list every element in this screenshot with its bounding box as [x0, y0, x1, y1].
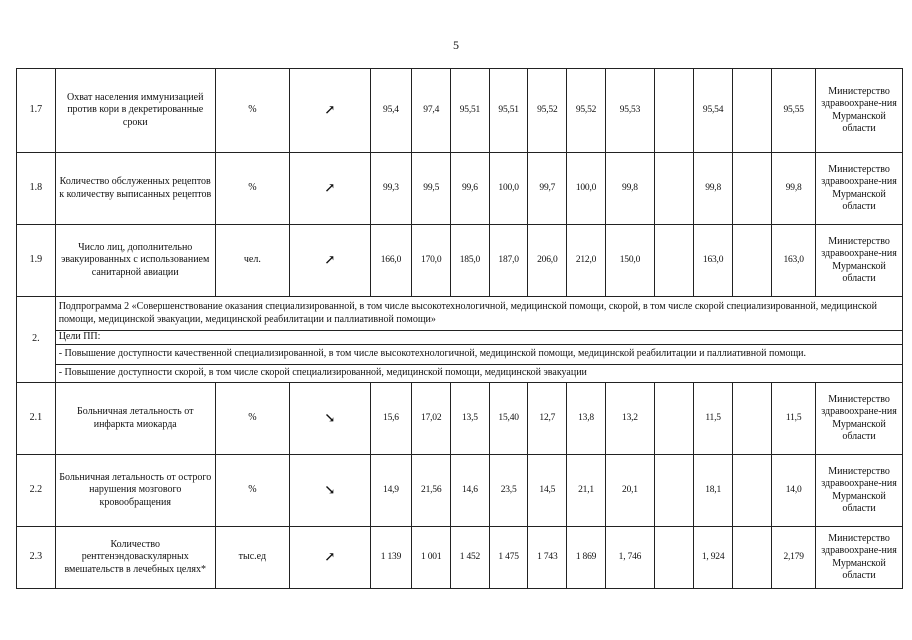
value-cell: 15,6 [370, 383, 412, 455]
value-cell: 99,8 [693, 153, 733, 225]
value-cell: 1 743 [528, 527, 567, 589]
value-cell: 21,56 [412, 455, 451, 527]
trend-down-icon: ↘ [290, 455, 371, 527]
trend-up-icon: ↗ [290, 225, 371, 297]
responsible-org: Министерство здравоохране-ния Мурманской области [816, 455, 903, 527]
section-row [17, 345, 903, 365]
value-cell: 14,0 [772, 455, 816, 527]
trend-down-icon: ↘ [290, 383, 371, 455]
value-cell: 1, 746 [605, 527, 654, 589]
value-cell: 17,02 [412, 383, 451, 455]
value-cell: 13,2 [605, 383, 654, 455]
value-cell [655, 383, 694, 455]
row-number: 1.8 [17, 153, 56, 225]
responsible-org: Министерство здравоохране-ния Мурманской области [816, 527, 903, 589]
value-cell: 166,0 [370, 225, 412, 297]
indicator-name: Больничная летальность от инфаркта миокарда [55, 383, 215, 455]
unit: чел. [215, 225, 289, 297]
value-cell: 163,0 [772, 225, 816, 297]
value-cell: 95,52 [528, 69, 567, 153]
value-cell: 13,5 [451, 383, 490, 455]
row-number: 2.3 [17, 527, 56, 589]
value-cell: 99,8 [772, 153, 816, 225]
value-cell: 14,9 [370, 455, 412, 527]
value-cell: 95,51 [489, 69, 528, 153]
value-cell: 100,0 [567, 153, 606, 225]
row-number: 2.1 [17, 383, 56, 455]
table-row [17, 153, 903, 225]
trend-up-icon: ↗ [290, 153, 371, 225]
indicator-name: Охват населения иммунизацией против кори в декретированные сроки [55, 69, 215, 153]
subprogram-title: Подпрограмма 2 «Совершенствование оказания специализированной, в том числе высокотехнологичной, медицинской помощи, скорой, в том числе скорой специализированной, медицинской помощи, медицинской эвакуации, медицинской реабилитации и паллиативной помощи» [55, 297, 902, 331]
value-cell [655, 69, 694, 153]
unit: % [215, 153, 289, 225]
row-number: 1.9 [17, 225, 56, 297]
table-row [17, 455, 903, 527]
section-row [17, 331, 903, 345]
table-row [17, 69, 903, 153]
value-cell: 12,7 [528, 383, 567, 455]
value-cell: 1, 924 [693, 527, 733, 589]
section-number: 2. [17, 297, 56, 383]
value-cell: 13,8 [567, 383, 606, 455]
value-cell: 99,7 [528, 153, 567, 225]
unit: % [215, 455, 289, 527]
value-cell [733, 455, 772, 527]
value-cell [733, 527, 772, 589]
indicators-table [16, 68, 903, 589]
value-cell: 14,6 [451, 455, 490, 527]
responsible-org: Министерство здравоохране-ния Мурманской области [816, 383, 903, 455]
value-cell: 1 001 [412, 527, 451, 589]
trend-up-icon: ↗ [290, 527, 371, 589]
value-cell: 185,0 [451, 225, 490, 297]
value-cell [733, 225, 772, 297]
value-cell: 206,0 [528, 225, 567, 297]
table-row [17, 225, 903, 297]
responsible-org: Министерство здравоохране-ния Мурманской области [816, 69, 903, 153]
goals-heading: Цели ПП: [55, 331, 902, 345]
goal-item: - Повышение доступности качественной специализированной, в том числе высокотехнологичной, медицинской помощи, медицинской реабилитации и паллиативной помощи. [55, 345, 902, 365]
value-cell: 95,53 [605, 69, 654, 153]
table-row [17, 383, 903, 455]
value-cell [655, 225, 694, 297]
value-cell: 97,4 [412, 69, 451, 153]
value-cell [655, 527, 694, 589]
value-cell: 11,5 [693, 383, 733, 455]
value-cell: 95,55 [772, 69, 816, 153]
value-cell: 1 475 [489, 527, 528, 589]
indicator-name: Больничная летальность от острого нарушения мозгового кровообращения [55, 455, 215, 527]
section-row [17, 297, 903, 331]
indicator-name: Количество обслуженных рецептов к количеству выписанных рецептов [55, 153, 215, 225]
responsible-org: Министерство здравоохране-ния Мурманской области [816, 153, 903, 225]
value-cell [733, 69, 772, 153]
responsible-org: Министерство здравоохране-ния Мурманской области [816, 225, 903, 297]
value-cell: 14,5 [528, 455, 567, 527]
unit: тыс.ед [215, 527, 289, 589]
value-cell: 99,5 [412, 153, 451, 225]
value-cell: 95,52 [567, 69, 606, 153]
indicator-name: Число лиц, дополнительно эвакуированных с использованием санитарной авиации [55, 225, 215, 297]
value-cell: 1 869 [567, 527, 606, 589]
value-cell: 163,0 [693, 225, 733, 297]
row-number: 2.2 [17, 455, 56, 527]
value-cell [655, 455, 694, 527]
value-cell: 100,0 [489, 153, 528, 225]
trend-up-icon: ↗ [290, 69, 371, 153]
value-cell: 99,6 [451, 153, 490, 225]
value-cell [655, 153, 694, 225]
value-cell: 99,3 [370, 153, 412, 225]
row-number: 1.7 [17, 69, 56, 153]
value-cell [733, 383, 772, 455]
value-cell: 170,0 [412, 225, 451, 297]
value-cell: 18,1 [693, 455, 733, 527]
value-cell: 15,40 [489, 383, 528, 455]
value-cell: 1 139 [370, 527, 412, 589]
value-cell: 1 452 [451, 527, 490, 589]
unit: % [215, 383, 289, 455]
value-cell: 95,54 [693, 69, 733, 153]
value-cell: 99,8 [605, 153, 654, 225]
value-cell: 11,5 [772, 383, 816, 455]
indicator-name: Количество рентгенэндоваскулярных вмешательств в лечебных целях* [55, 527, 215, 589]
table-row [17, 527, 903, 589]
value-cell: 21,1 [567, 455, 606, 527]
page-number: 5 [453, 38, 459, 52]
value-cell: 95,51 [451, 69, 490, 153]
value-cell [733, 153, 772, 225]
unit: % [215, 69, 289, 153]
value-cell: 212,0 [567, 225, 606, 297]
section-row [17, 365, 903, 383]
value-cell: 150,0 [605, 225, 654, 297]
value-cell: 20,1 [605, 455, 654, 527]
value-cell: 2,179 [772, 527, 816, 589]
value-cell: 23,5 [489, 455, 528, 527]
goal-item: - Повышение доступности скорой, в том числе скорой специализированной, медицинской помощи, медицинской эвакуации [55, 365, 902, 383]
value-cell: 187,0 [489, 225, 528, 297]
value-cell: 95,4 [370, 69, 412, 153]
